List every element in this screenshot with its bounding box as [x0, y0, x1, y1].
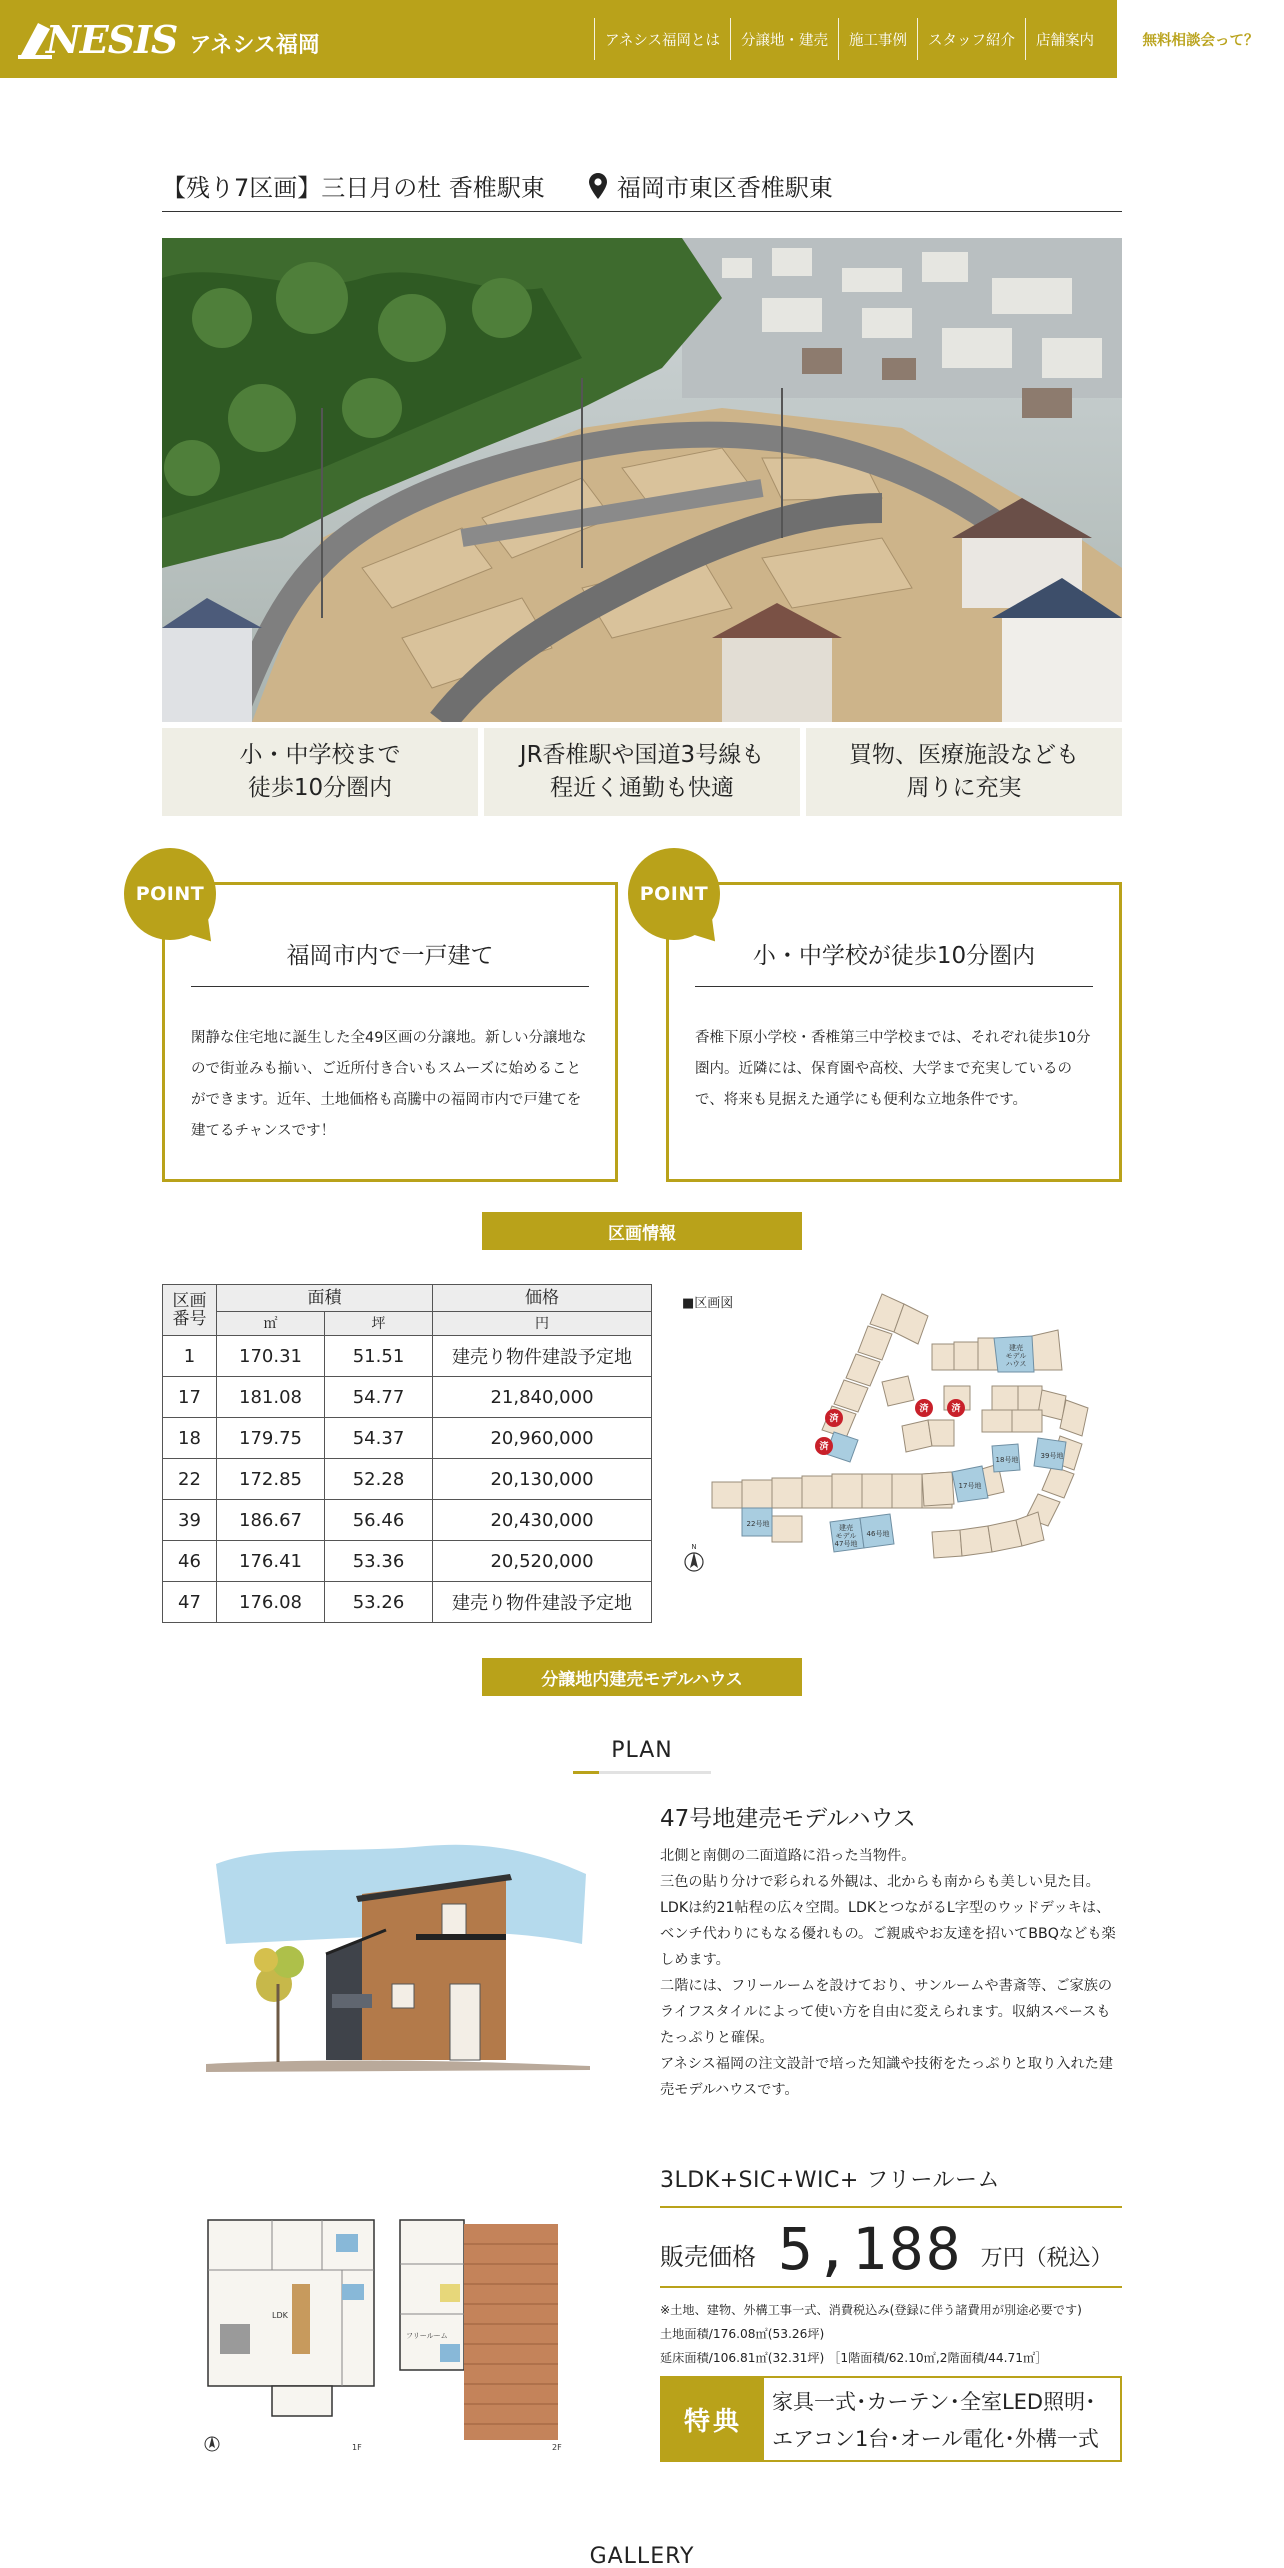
point-heading: 福岡市内で一戸建て: [191, 937, 589, 987]
lot-price: 20,130,000: [433, 1459, 652, 1500]
sold-mark: 済: [829, 1414, 839, 1424]
map-model-label: 建売: [1009, 1344, 1023, 1352]
lot-table: [162, 1284, 652, 1623]
price-notes: [660, 2298, 1122, 2370]
price-row: [660, 2215, 1122, 2288]
table-row: [163, 1418, 652, 1459]
lot-tsubo: 52.28: [325, 1459, 433, 1500]
price-label: 販売価格: [660, 2243, 756, 2271]
description-line: アネシス福岡の注文設計で培った知識や技術をたっぷりと取り入れた建売モデルハウスです。: [660, 2056, 1114, 2098]
lot-price: 20,430,000: [433, 1500, 652, 1541]
sold-mark: 済: [951, 1404, 961, 1414]
lot-tsubo: 56.46: [325, 1500, 433, 1541]
site-header: [0, 0, 1284, 78]
map-lot-label-22: 22号地: [746, 1520, 770, 1528]
north-arrow-icon: [685, 1543, 703, 1571]
plan-title: PLAN: [611, 1738, 673, 1763]
table-header-row: [163, 1285, 652, 1312]
unit-tsubo: 坪: [325, 1312, 433, 1336]
point-card: [666, 882, 1122, 1182]
gallery-title: GALLERY: [589, 2544, 695, 2568]
map-lot-label-46: 46号地: [866, 1530, 890, 1538]
unit-sqm: ㎡: [217, 1312, 325, 1336]
point-body: 香椎下原小学校・香椎第三中学校までは、それぞれ徒歩10分圏内。近隣には、保育園や高校、大学まで充実しているので、将来も見据えた通学にも便利な立地条件です。: [695, 1030, 1091, 1108]
sold-mark: 済: [819, 1442, 829, 1452]
price-unit: 万円（税込）: [980, 2246, 1113, 2271]
nav-lots[interactable]: 分譲地・建売: [730, 18, 838, 60]
feature-line: 買物、医療施設なども: [849, 742, 1079, 768]
consultation-button[interactable]: 無料相談会って？: [1116, 0, 1284, 78]
point-badge: POINT: [628, 848, 720, 940]
north-arrow-icon: [205, 2436, 219, 2451]
feature-line: 程近く通勤も快適: [550, 775, 734, 801]
location-text: 福岡市東区香椎駅東: [616, 174, 833, 202]
main-nav: [594, 0, 1284, 78]
lot-price: 21,840,000: [433, 1377, 652, 1418]
lot-tsubo: 54.77: [325, 1377, 433, 1418]
table-row: [163, 1582, 652, 1623]
nav-staff[interactable]: スタッフ紹介: [917, 18, 1025, 60]
table-row: [163, 1500, 652, 1541]
model-house-description: [660, 1843, 1120, 2103]
table-row: [163, 1377, 652, 1418]
lot-price: 建売り物件建設予定地: [433, 1582, 652, 1623]
lot-number: 18: [163, 1418, 217, 1459]
north-label: N: [691, 1543, 697, 1551]
site-logo[interactable]: [18, 14, 320, 64]
header-lot: [163, 1285, 217, 1336]
table-row: [163, 1336, 652, 1377]
bonus-line: エアコン1台･オール電化･外構一式: [772, 2427, 1099, 2451]
section-label-model-house: 分譲地内建売モデルハウス: [482, 1658, 802, 1696]
map-model-label: モデル: [835, 1532, 857, 1540]
description-line: LDKは約21帖程の広々空間。LDKとつながるL字型のウッドデッキは、ベンチ代わりにもなる優れもの。ご親戚やお友達を招いてBBQなども楽しめます。: [660, 1900, 1116, 1968]
house-illustration: [206, 1834, 590, 2094]
point-card: [162, 882, 618, 1182]
logo-text: アネシス福岡: [189, 32, 320, 58]
point-badge: POINT: [124, 848, 216, 940]
description-line: 三色の貼り分けで彩られる外観は、北からも南からも美しい見た目。: [660, 1874, 1100, 1890]
nav-about[interactable]: アネシス福岡とは: [594, 18, 730, 60]
plan-underline-accent: [573, 1771, 599, 1774]
section-label-lot-info: 区画情報: [482, 1212, 802, 1250]
lot-number: 46: [163, 1541, 217, 1582]
listing-location: [589, 168, 833, 203]
page-title: 【残り7区画】三日月の杜 香椎駅東: [162, 174, 545, 202]
feature-line: 周りに充実: [906, 775, 1022, 801]
lot-sqm: 186.67: [217, 1500, 325, 1541]
feature-line: 徒歩10分圏内: [247, 775, 393, 801]
header-area: 面積: [217, 1285, 433, 1312]
map-model-label: モデル: [1005, 1352, 1027, 1360]
lot-number: 1: [163, 1336, 217, 1377]
table-subheader-row: [163, 1312, 652, 1336]
map-lot-label-47: 47号地: [834, 1540, 858, 1548]
feature-item: [806, 728, 1122, 816]
description-line: 二階には、フリールームを設けており、サンルームや書斎等、ご家族のライフスタイルによって使い方を自由に変えられます。収納スペースもたっぷりと確保。: [660, 1978, 1113, 2046]
table-row: [163, 1541, 652, 1582]
lot-price: 建売り物件建設予定地: [433, 1336, 652, 1377]
nav-works[interactable]: 施工事例: [838, 18, 917, 60]
hero-aerial-photo: [162, 238, 1122, 722]
bonus-box: [660, 2376, 1122, 2462]
bonus-line: 家具一式･カーテン･全室LED照明･: [772, 2390, 1096, 2414]
lot-sqm: 176.08: [217, 1582, 325, 1623]
header-lot-line: 番号: [172, 1309, 207, 1329]
description-line: 北側と南側の二面道路に沿った当物件。: [660, 1848, 916, 1864]
model-house-title: 47号地建売モデルハウス: [660, 1806, 916, 1832]
map-lot-label-39: 39号地: [1040, 1452, 1064, 1460]
floor-label-1f: 1F: [352, 2443, 362, 2452]
lot-sqm: 179.75: [217, 1418, 325, 1459]
lot-number: 22: [163, 1459, 217, 1500]
lot-number: 17: [163, 1377, 217, 1418]
lot-tsubo: 53.26: [325, 1582, 433, 1623]
lot-price: 20,520,000: [433, 1541, 652, 1582]
house-spec: 3LDK+SIC+WIC+ フリールーム: [660, 2163, 1122, 2208]
lot-sqm: 170.31: [217, 1336, 325, 1377]
map-model-label: ハウス: [1005, 1360, 1027, 1368]
map-caption: ■区画図: [682, 1296, 734, 1311]
room-label-free: フリールーム: [406, 2332, 448, 2340]
map-pin-icon: [589, 173, 607, 199]
header-price: 価格: [433, 1285, 652, 1312]
sold-mark: 済: [919, 1404, 929, 1414]
lot-tsubo: 53.36: [325, 1541, 433, 1582]
lot-number: 47: [163, 1582, 217, 1623]
feature-line: 小・中学校まで: [239, 742, 401, 768]
lot-number: 39: [163, 1500, 217, 1541]
lot-sqm: 181.08: [217, 1377, 325, 1418]
map-lot-label-18: 18号地: [995, 1456, 1019, 1464]
map-lot-label-17: 17号地: [958, 1482, 982, 1490]
feature-list: [162, 728, 1122, 816]
bonus-label: 特典: [662, 2378, 764, 2460]
listing-title-row: [162, 160, 1122, 212]
unit-yen: 円: [433, 1312, 652, 1336]
floor-plan-drawing: [202, 2214, 592, 2454]
map-model-label: 建売: [839, 1524, 853, 1532]
feature-item: [484, 728, 800, 816]
room-label-ldk: LDK: [272, 2311, 288, 2320]
lot-map-drawing: [682, 1286, 1122, 1606]
feature-item: [162, 728, 478, 816]
logo-mark: NESIS: [46, 16, 178, 62]
price-note: 土地面積/176.08㎡(53.26坪): [660, 2327, 825, 2341]
table-row: [163, 1459, 652, 1500]
lot-map: [682, 1286, 1122, 1606]
header-lot-line: 区画: [172, 1291, 207, 1311]
feature-line: JR香椎駅や国道3号線も: [519, 742, 765, 768]
lot-sqm: 176.41: [217, 1541, 325, 1582]
price-note: 延床面積/106.81㎡(32.31坪) ［1階面積/62.10㎡,2階面積/44.71㎡］: [660, 2351, 1048, 2365]
bonus-text: [764, 2378, 1120, 2460]
price-value: 5,188: [778, 2215, 963, 2283]
floor-label-2f: 2F: [552, 2443, 562, 2452]
point-body: 閑静な住宅地に誕生した全49区画の分譲地。新しい分譲地なので街並みも揃い、ご近所付き合いもスムーズに始めることができます。近年、土地価格も高騰中の福岡市内で戸建てを建てるチャンスです！: [191, 1030, 587, 1139]
nav-stores[interactable]: 店舗案内: [1025, 18, 1104, 60]
lot-tsubo: 54.37: [325, 1418, 433, 1459]
lot-price: 20,960,000: [433, 1418, 652, 1459]
lot-sqm: 172.85: [217, 1459, 325, 1500]
price-note: ※土地、建物、外構工事一式、消費税込み(登録に伴う諸費用が別途必要です): [660, 2303, 1082, 2317]
lot-tsubo: 51.51: [325, 1336, 433, 1377]
point-heading: 小・中学校が徒歩10分圏内: [695, 937, 1093, 987]
